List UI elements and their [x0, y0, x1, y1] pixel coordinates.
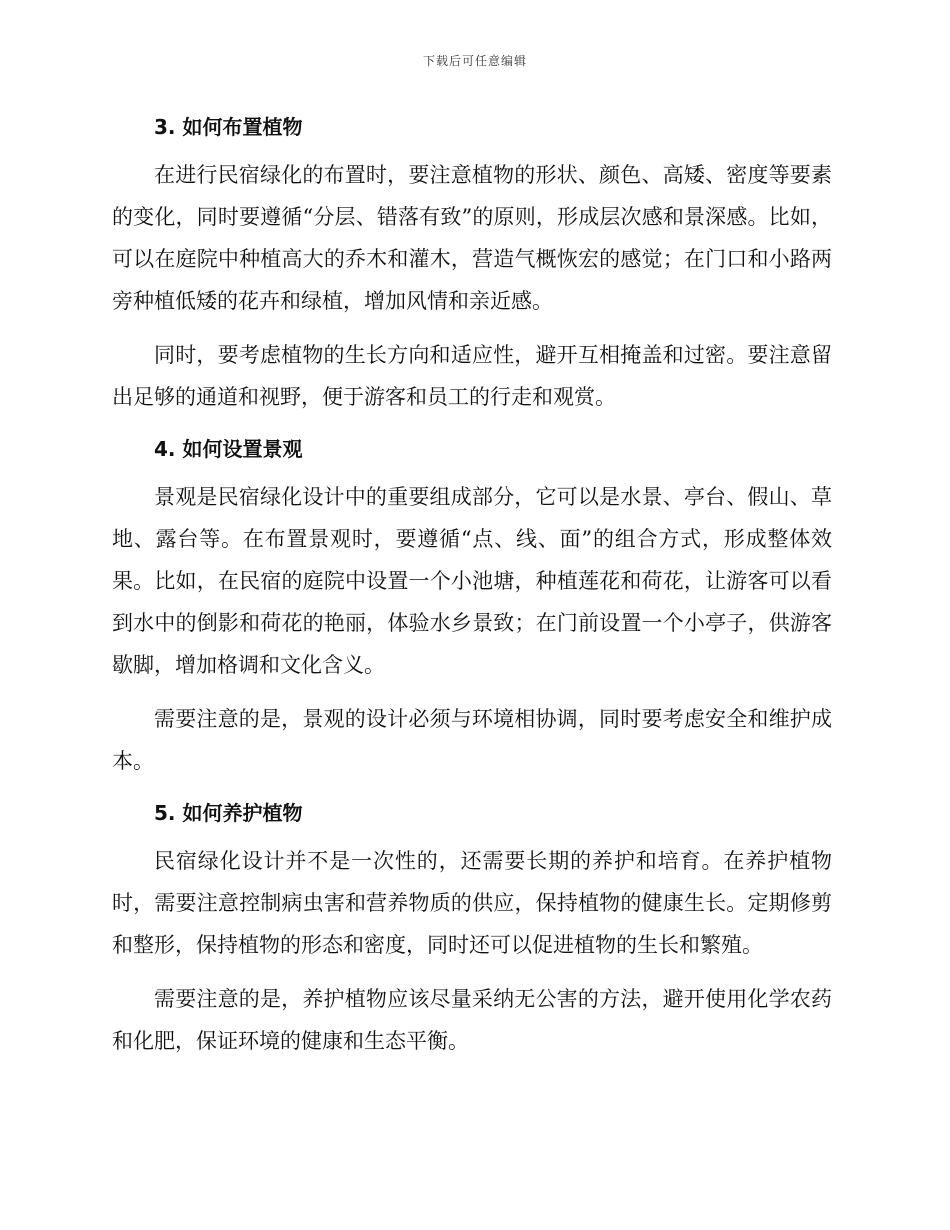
paragraph: 需要注意的是，景观的设计必须与环境相协调，同时要考虑安全和维护成本。: [112, 707, 832, 773]
section-heading: 3. 如何布置植物: [154, 115, 303, 139]
paragraph: 景观是民宿绿化设计中的重要组成部分，它可以是水景、亭台、假山、草地、露台等。在布置景观时，要遵循“点、线、面”的组合方式，形成整体效果。比如，在民宿的庭院中设置一个小池塘，种植莲花和荷花，让游客可以看到水中的倒影和荷花的艳丽，体验水乡景致；在门前设置一个小亭子，供游客歇脚，增加格调和文化含义。: [112, 485, 832, 677]
paragraph: 需要注意的是，养护植物应该尽量采纳无公害的方法，避开使用化学农药和化肥，保证环境的健康和生态平衡。: [112, 987, 832, 1053]
paragraph: 同时，要考虑植物的生长方向和适应性，避开互相掩盖和过密。要注意留出足够的通道和视野，便于游客和员工的行走和观赏。: [112, 343, 832, 409]
paragraph: 在进行民宿绿化的布置时，要注意植物的形状、颜色、高矮、密度等要素的变化，同时要遵循“分层、错落有致”的原则，形成层次感和景深感。比如，可以在庭院中种植高大的乔木和灌木，营造气概恢宏的感觉；在门口和小路两旁种植低矮的花卉和绿植，增加风情和亲近感。: [112, 163, 832, 313]
paragraph: 民宿绿化设计并不是一次性的，还需要长期的养护和培育。在养护植物时，需要注意控制病虫害和营养物质的供应，保持植物的健康生长。定期修剪和整形，保持植物的形态和密度，同时还可以促进植物的生长和繁殖。: [112, 849, 832, 957]
section-heading: 4. 如何设置景观: [154, 437, 303, 461]
section-set-landscape: [112, 430, 832, 782]
section-maintain-plants: [112, 794, 832, 1062]
section-arrange-plants: [112, 108, 832, 418]
document-body: [112, 108, 832, 1074]
section-heading: 5. 如何养护植物: [154, 801, 303, 825]
page-header: 下载后可任意编辑: [422, 54, 527, 68]
